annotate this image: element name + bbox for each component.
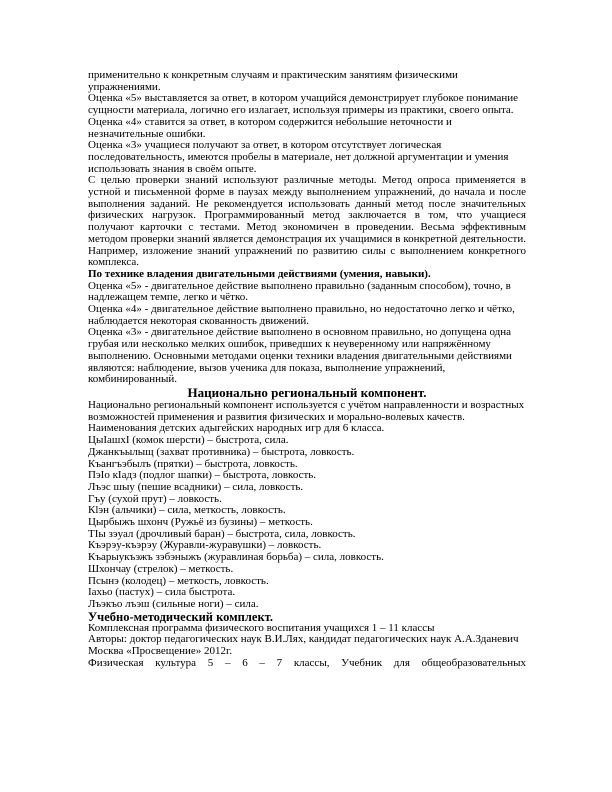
list-item: Къангъэбылъ (прятки) – быстрота, ловкость. [88, 457, 298, 470]
list-item: Iахьо (пастух) – сила быстрота. [88, 586, 236, 599]
list-item: Къэрэу-къэрэу (Журавли-журавушки) – ловкость. [88, 539, 322, 552]
list-item: Шхончау (стрелок) – меткость. [88, 562, 234, 575]
text-paragraph: Авторы: доктор педагогических наук В.И.Лях, кандидат педагогических наук А.А.Зданевич [88, 633, 519, 646]
list-item: Цырбыжъ шхонч (Ружьё из бузины) – меткость. [88, 516, 313, 529]
section-subheading: По технике владения двигательными действиями (умения, навыки). [88, 267, 431, 280]
list-item: Псынэ (колодец) – меткость, ловкость. [88, 574, 269, 587]
list-item: ПэIо кIадз (подлог шапки) – быстрота, ловкость. [88, 469, 317, 482]
list-item: Лъэкъо лъэш (сильные ноги) – сила. [88, 597, 259, 610]
text-paragraph: Оценка «4» - двигательное действие выполнено правильно, но недостаточно легко и чётко, наблюдается некоторая скованность движений. [88, 303, 515, 327]
list-item: Къарыукъэжъ зэбэныжъ (журавлиная борьба) – сила, ловкость. [88, 551, 384, 564]
list-item: ЦыIашхI (комок шерсти) – быстрота, сила. [88, 434, 289, 447]
text-paragraph: Оценка «5» - двигательное действие выполнено правильно (заданным способом), точно, в надлежащем темпе, легко и чётко. [88, 279, 511, 304]
list-item: Гъу (сухой прут) – ловкость. [88, 492, 222, 505]
text-paragraph: Комплексная программа физического воспитания учащихся 1 – 11 классы [88, 621, 435, 634]
text-paragraph: Наименования детских адыгейских народных игр для 6 класса. [88, 422, 385, 435]
text-paragraph: Национально региональный компонент используется с учётом направленности и возрастных возможностей применения и развития физических и морально-волевых качеств. [88, 398, 525, 423]
text-paragraph: С целью проверки знаний используют различные методы. Метод опроса применяется в устной и письменной форме в паузах между выполнением упражнений, до начала и после выполнения заданий. Не рекомендуется использовать данный метод после значительных физических нагрузок. Программированный метод заключается в том, что учащиеся получают карточки с тестами. Метод экономичен в проведении. Весьма эффективным методом проверки знаний является демонстрация их учащимися в конкретной деятельности. Например, изложение знаний упражнений по развитию силы с выполнением конкретного комплекса. [88, 174, 526, 269]
text-paragraph: Оценка «3» учащиеся получают за ответ, в котором отсутствует логическая последовательность, имеются пробелы в материале, нет должной аргументации и умения использовать знания в своём опыте. [88, 139, 509, 175]
document-page [88, 70, 526, 669]
text-paragraph: Оценка «4» ставится за ответ, в котором содержится небольшие неточности и незначительные ошибки. [88, 115, 452, 140]
list-item: Джанкъылыщ (захват противника) – быстрота, ловкость. [88, 445, 355, 458]
text-paragraph: Москва «Просвещение» 2012г. [88, 645, 233, 658]
text-paragraph: Оценка «5» выставляется за ответ, в котором учащийся демонстрирует глубокое понимание сущности материала, логично его излагает, используя примеры из практики, своего опыта. [88, 92, 519, 117]
list-item: ТIы зэуал (дрочливый баран) – быстрота, сила, ловкость. [88, 527, 356, 540]
text-paragraph: применительно к конкретным случаям и практическим занятиям физическими упражнениями. [88, 69, 458, 93]
list-item: Кlэн (альчики) – сила, меткость, ловкость. [88, 504, 286, 517]
section-heading: Национально региональный компонент. [187, 384, 427, 400]
text-paragraph: Физическая культура 5 – 6 – 7 классы, Учебник для общеобразовательных [88, 656, 526, 669]
list-item: Лъэс шыу (пешие всадники) – сила, ловкость. [88, 480, 304, 493]
text-paragraph: Оценка «3» - двигательное действие выполнено в основном правильно, но допущена одна грубая или несколько мелких ошибок, приведших к неуверенному или напряжённому выполнению. Основными методами оценки техники владения двигательными действиями являются: наблюдение, вызов ученика для показа, выполнение упражнений, комбинированный. [88, 326, 512, 386]
section-heading: Учебно-методический комплект. [88, 609, 273, 624]
